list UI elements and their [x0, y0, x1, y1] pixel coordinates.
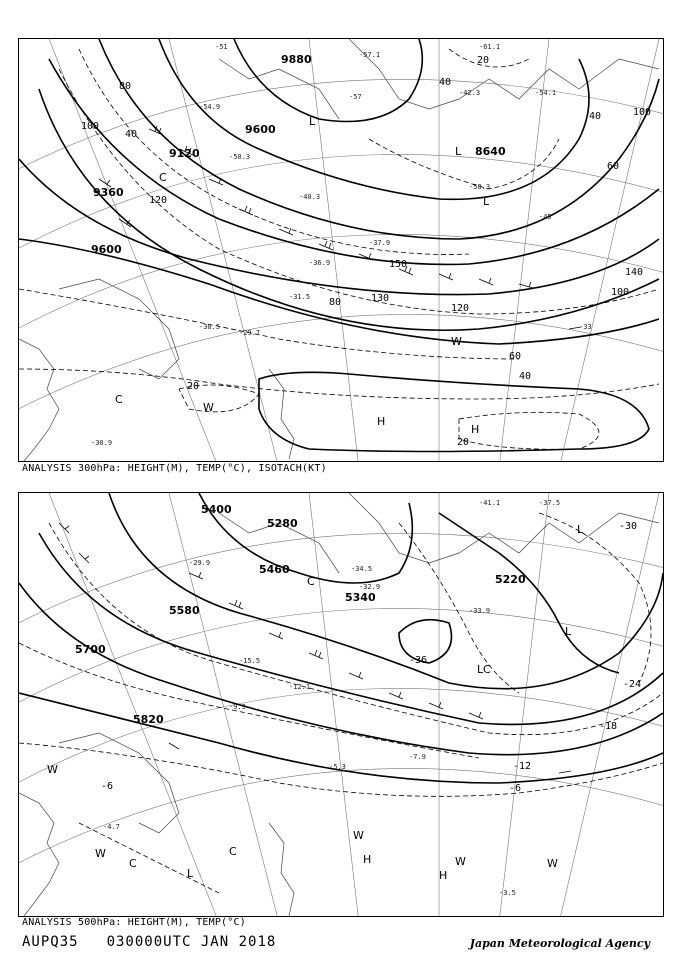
- analysis-500hpa-map: [18, 492, 664, 917]
- isotach-label: 140: [625, 267, 644, 278]
- height-label: 5820: [133, 713, 164, 726]
- temp-label: -12.1: [289, 683, 311, 691]
- isotach-label: 20: [477, 55, 490, 66]
- temp-label: -54.9: [199, 103, 221, 111]
- temp-label: -24: [623, 679, 642, 690]
- warm-symbol: W: [455, 855, 466, 868]
- height-label: 9120: [169, 147, 200, 160]
- temp-label: -58.3: [469, 183, 491, 191]
- isotach-label: 120: [451, 303, 470, 314]
- temp-label: -12: [513, 761, 532, 772]
- warm-symbol: W: [47, 763, 58, 776]
- warm-symbol: W: [547, 857, 558, 870]
- temp-label: -3.5: [499, 889, 516, 897]
- temp-label: -36.9: [309, 259, 331, 267]
- chart-code: AUPQ35: [22, 934, 79, 950]
- isotach-label: 130: [371, 293, 390, 304]
- isotach-label: 80: [119, 81, 132, 92]
- height-label: 5460: [259, 563, 290, 576]
- height-label: 5700: [75, 643, 106, 656]
- temp-label: -31.5: [289, 293, 311, 301]
- temp-label: -6: [101, 781, 114, 792]
- height-label: 5580: [169, 604, 200, 617]
- height-label: 8640: [475, 145, 506, 158]
- cold-symbol: C: [159, 171, 167, 184]
- wind-barbs: [59, 523, 571, 773]
- temp-label: -36: [409, 655, 428, 666]
- graticule: [19, 493, 663, 916]
- isotach-label: 80: [329, 297, 342, 308]
- height-label: 5220: [495, 573, 526, 586]
- height-label: 9880: [281, 53, 312, 66]
- warm-symbol: W: [203, 401, 214, 414]
- high-pressure-symbol: H: [377, 415, 386, 428]
- isotach-label: 60: [509, 351, 522, 362]
- temp-label: -61.1: [479, 43, 501, 51]
- temp-label: -15.5: [239, 657, 261, 665]
- height-label: 5280: [267, 517, 298, 530]
- low-pressure-symbol: L: [455, 145, 462, 158]
- low-pressure-symbol: L: [187, 867, 194, 880]
- temp-label: -5.3: [329, 763, 346, 771]
- cold-symbol: C: [307, 575, 315, 588]
- temp-label: -45: [539, 213, 552, 221]
- temp-label: -42.3: [459, 89, 481, 97]
- isotach-label: 100: [81, 121, 100, 132]
- temp-label: -32.9: [359, 583, 381, 591]
- isotach-label: 150: [389, 259, 408, 270]
- warm-symbol: W: [95, 847, 106, 860]
- cold-symbol: C: [115, 393, 123, 406]
- temp-label: -34.5: [351, 565, 373, 573]
- isotach-label: 100: [633, 107, 652, 118]
- temp-label: -30: [619, 521, 638, 532]
- footer-code: [22, 934, 304, 950]
- temp-label: -51: [215, 43, 228, 51]
- isotach-label: 20: [187, 381, 200, 392]
- isotach-label: 20: [457, 437, 470, 448]
- isotach-label: 40: [589, 111, 602, 122]
- isotherm-lines: [19, 513, 663, 893]
- low-pressure-symbol: L: [577, 523, 584, 536]
- low-pressure-symbol: L: [309, 115, 316, 128]
- temp-label: -4.7: [103, 823, 120, 831]
- temp-label: -37.5: [539, 499, 561, 507]
- isotach-label: 100: [611, 287, 630, 298]
- temp-label: -33.9: [469, 607, 491, 615]
- temp-label: -50.3: [229, 153, 251, 161]
- warm-symbol: W: [451, 335, 462, 348]
- caption-500hpa: ANALYSIS 500hPa: HEIGHT(M), TEMP(°C): [22, 917, 246, 928]
- low-pressure-symbol: L: [565, 625, 572, 638]
- temp-label: -7.9: [409, 753, 426, 761]
- temp-label: -37.9: [369, 239, 391, 247]
- low-pressure-symbol: L: [477, 663, 484, 676]
- high-pressure-symbol: H: [439, 869, 448, 882]
- isotach-label: 120: [149, 195, 168, 206]
- isotach-label: 40: [439, 77, 452, 88]
- height-label: 9600: [91, 243, 122, 256]
- temp-label: -33: [579, 323, 592, 331]
- isotach-label: 60: [607, 161, 620, 172]
- isotach-label: 40: [125, 129, 138, 140]
- warm-symbol: W: [353, 829, 364, 842]
- height-contours: [19, 493, 663, 783]
- temp-label: -57: [349, 93, 362, 101]
- temp-label: -29.9: [189, 559, 211, 567]
- temp-label: -9.9: [229, 703, 246, 711]
- temp-label: -40.3: [299, 193, 321, 201]
- map-500-svg: [19, 493, 663, 916]
- temp-label: -30.9: [91, 439, 113, 447]
- temp-label: -54.1: [535, 89, 557, 97]
- low-pressure-symbol: L: [483, 195, 490, 208]
- height-label: 9360: [93, 186, 124, 199]
- height-label: 9600: [245, 123, 276, 136]
- agency-credit: Japan Meteorological Agency: [469, 937, 650, 950]
- coastline: [19, 493, 659, 916]
- height-label: 5400: [201, 503, 232, 516]
- cold-symbol: C: [129, 857, 137, 870]
- temp-label: -29.7: [239, 329, 261, 337]
- valid-time: 030000UTC JAN 2018: [106, 934, 277, 950]
- temp-label: -18: [599, 721, 618, 732]
- high-pressure-symbol: H: [363, 853, 372, 866]
- cold-symbol: C: [229, 845, 237, 858]
- analysis-300hpa-map: [18, 38, 664, 462]
- caption-300hpa: ANALYSIS 300hPa: HEIGHT(M), TEMP(°C), ISOTACH(KT): [22, 463, 327, 474]
- map-300-svg: [19, 39, 663, 461]
- temp-label: -57.1: [359, 51, 381, 59]
- temp-label: -41.1: [479, 499, 501, 507]
- temp-label: -30.5: [199, 323, 221, 331]
- cold-symbol: C: [483, 663, 491, 676]
- isotach-label: 40: [519, 371, 532, 382]
- high-pressure-symbol: H: [471, 423, 480, 436]
- height-label: 5340: [345, 591, 376, 604]
- temp-label: -6: [509, 783, 522, 794]
